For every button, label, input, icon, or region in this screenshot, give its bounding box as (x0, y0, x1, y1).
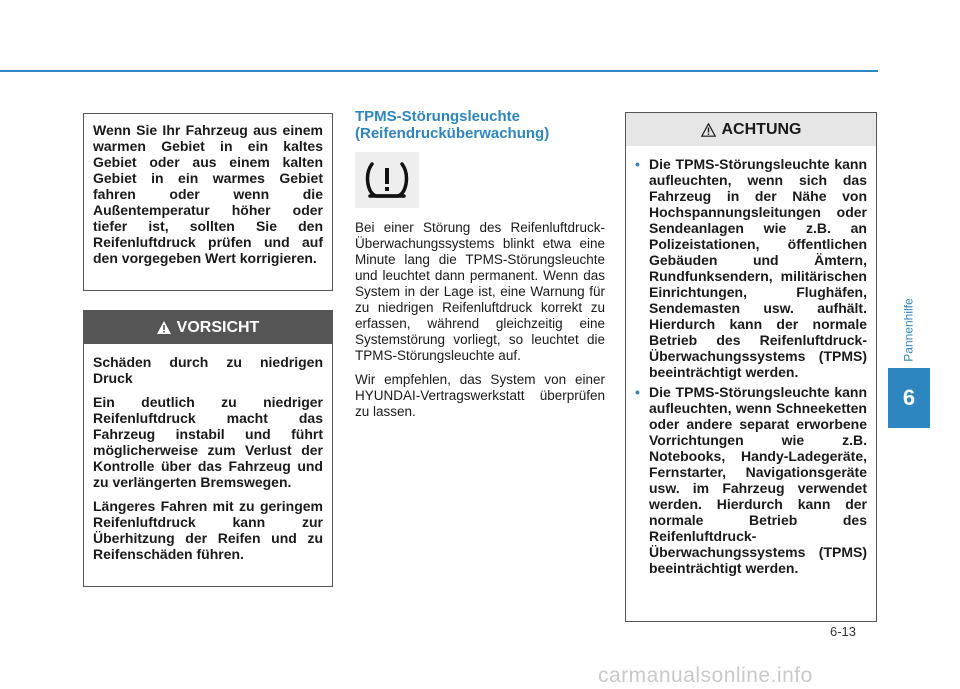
caution-paragraph: Längeres Fahren mit zu geringem Reifenluftdruck kann zur Überhitzung der Reifen und zu Reifenschäden führen. (93, 498, 323, 562)
page-number: 6-13 (830, 624, 857, 639)
tpms-warning-icon (355, 152, 419, 208)
caution-paragraph: Ein deutlich zu niedriger Reifenluftdruck macht das Fahrzeug instabil und führt möglicherweise zum Verlust der Kontrolle über das Fahrzeug und zu verlängerten Bremswegen. (93, 394, 323, 490)
chapter-number-tab[interactable]: 6 (888, 368, 930, 428)
warning-header (626, 113, 876, 146)
top-rule (0, 70, 878, 72)
caution-box (83, 310, 333, 587)
body-paragraph: Bei einer Störung des Reifenluftdruck-Überwachungssystems blinkt etwa eine Minute lang die TPMS-Störungsleuchte und leuchtet dann permanent. Wenn das System in der Lage ist, eine Warnung für zu niedrigen Reifenluftdruck korrekt zu erfassen, während gleichzeitig eine Systemstörung vorliegt, so leuchtet die TPMS-Störungsleuchte auf. (355, 220, 605, 363)
bullet-icon: • (635, 156, 640, 172)
warning-triangle-icon (157, 321, 171, 334)
warning-box (625, 112, 877, 622)
footer-watermark: carmanualsonline.info (598, 664, 813, 687)
warning-list (626, 146, 876, 576)
caution-header (84, 311, 332, 344)
caution-label: VORSICHT (176, 318, 260, 336)
bullet-icon: • (635, 384, 640, 400)
chapter-side-label: Pannenhilfe (902, 298, 917, 362)
main-section (355, 108, 605, 428)
list-item: • Die TPMS-Störungsleuchte kann aufleuchten, wenn Schneeketten oder andere separat erworbene Vorrichtungen wie z.B. Notebooks, Handy-Ladegeräte, Fernstarter, Navigationsgeräte usw. im Fahrzeug verwendet werden. Hierdurch kann der normale Betrieb des Reifenluftdruck-Überwachungssystems (TPMS) beeinträchtigt werden. (635, 384, 867, 576)
info-box-text: Wenn Sie Ihr Fahrzeug aus einem warmen Gebiet in ein kaltes Gebiet oder aus einem kalten Gebiet in ein warmes Gebiet fahren oder wenn die Außentemperatur höher oder tiefer ist, sollten Sie den Reifenluftdruck prüfen und auf den vorgegeben Wert korrigieren. (93, 122, 323, 266)
caution-heading: Schäden durch zu niedrigen Druck (93, 354, 323, 386)
list-item: • Die TPMS-Störungsleuchte kann aufleuchten, wenn sich das Fahrzeug in der Nähe von Hochspannungsleitungen oder Sendeanlagen wie z.B. an Polizeistationen, öffentlichen Gebäuden und Ämtern, Rundfunksendern, militärischen Einrichtungen, Flughäfen, Sendemasten usw. aufhält. Hierdurch kann der normale Betrieb des Reifenluftdruck-Überwachungssystems (TPMS) beeinträchtigt werden. (635, 156, 867, 380)
warning-triangle-icon (701, 123, 716, 137)
body-paragraph: Wir empfehlen, das System von einer HYUNDAI-Vertragswerkstatt überprüfen zu lassen. (355, 372, 605, 419)
warning-label: ACHTUNG (721, 120, 802, 138)
section-title: TPMS-Störungsleuchte (Reifendrucküberwachung) (355, 108, 550, 142)
info-box (83, 113, 333, 291)
